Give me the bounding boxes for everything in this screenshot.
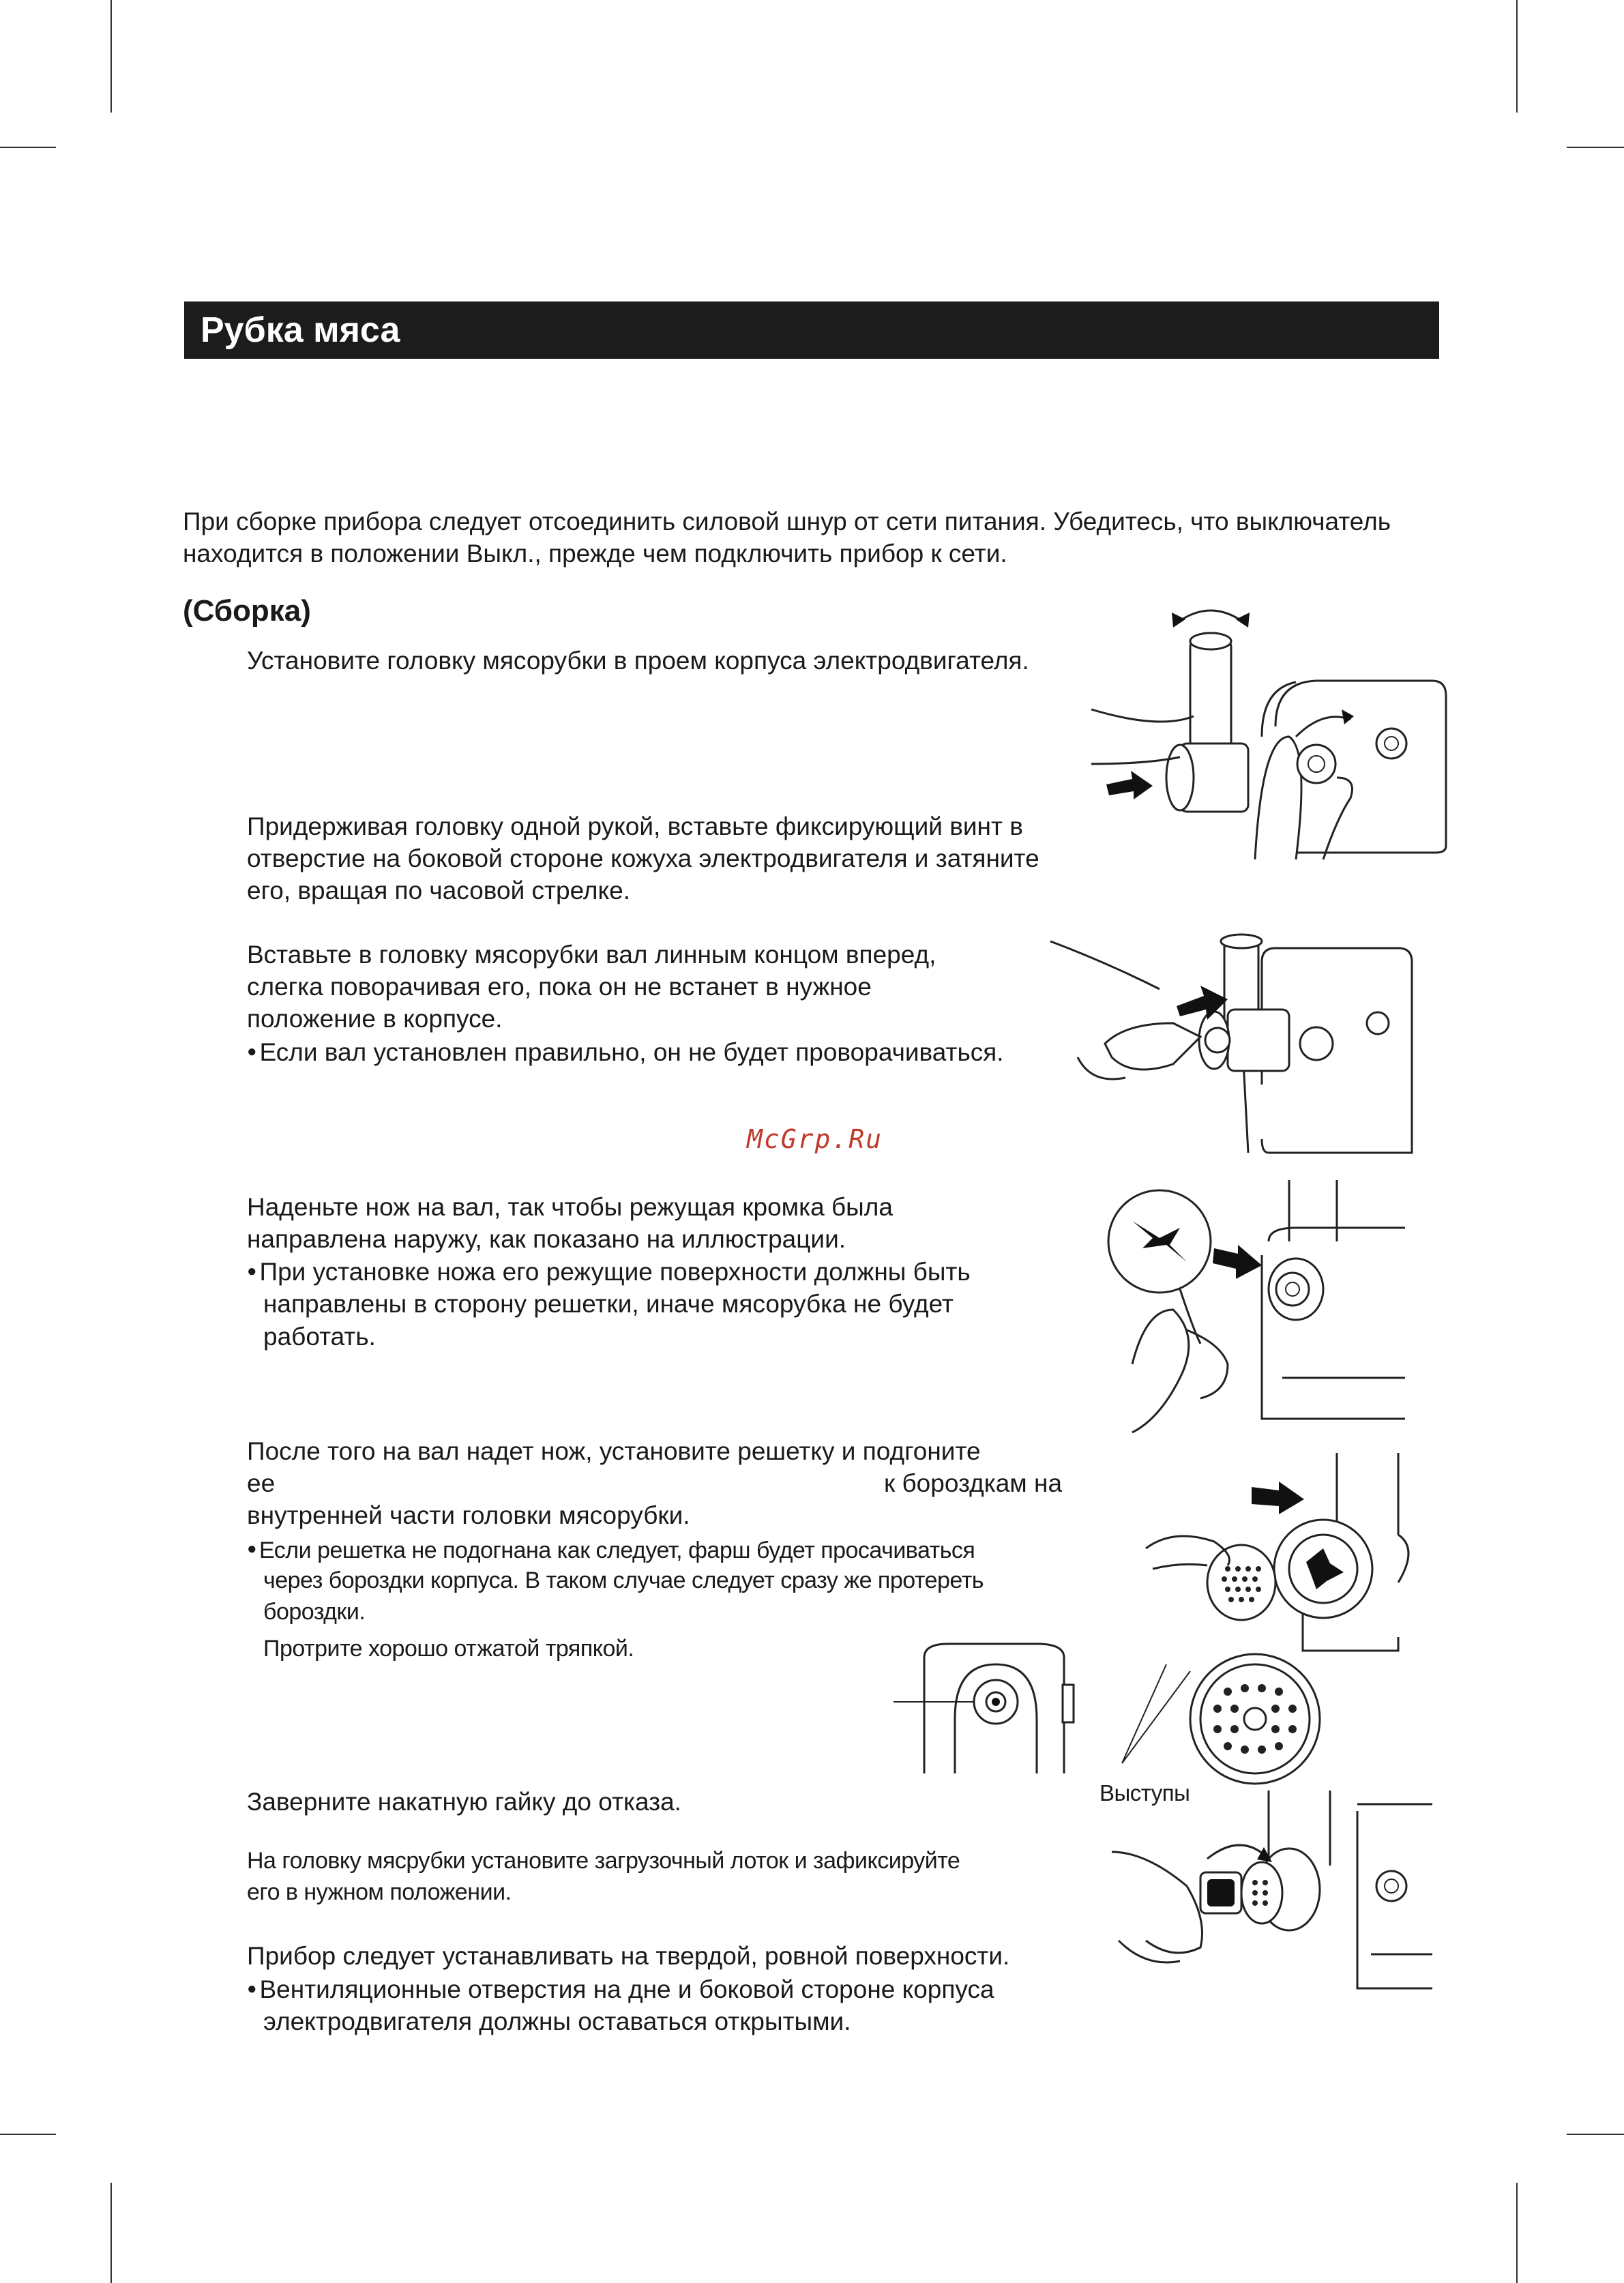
step5-line-2-right: к бороздкам на — [884, 1469, 1063, 1497]
rotate-arrow-icon — [1180, 610, 1241, 621]
step5-bullet-line: ● Если решетка не подогнана как следует, фарш будет просачиваться — [247, 1533, 975, 1566]
step3-line: Вставьте в головку мясорубки вал линным концом вперед, — [247, 941, 936, 969]
crop-mark — [1567, 147, 1624, 148]
illustration-housing-front — [894, 1637, 1084, 1780]
step3-line: положение в корпусе. — [247, 1005, 503, 1033]
step2-line: отверстие на боковой стороне кожуха электродвигателя и затяните — [247, 844, 1039, 872]
step5-line-2-left: ее — [247, 1469, 276, 1497]
crop-mark — [0, 147, 56, 148]
step5-bullet-line: через бороздки корпуса. В таком случае следует сразу же протереть — [263, 1567, 984, 1593]
step4-bullet-line: направлены в сторону решетки, иначе мясорубка не будет — [263, 1290, 954, 1318]
rotate-arrow-icon — [1296, 717, 1350, 737]
section-title-bar — [184, 301, 1439, 359]
step1-text: Установите головку мясорубки в проем корпуса электродвигателя. — [247, 647, 1029, 675]
step4-line: Наденьте нож на вал, так чтобы режущая кромка была — [247, 1193, 893, 1221]
step5-line-3: внутренней части головки мясорубки. — [247, 1501, 690, 1529]
crop-mark — [1567, 2134, 1624, 2135]
step4-line: направлена наружу, как показано на иллюстрации. — [247, 1225, 846, 1253]
crop-mark — [110, 0, 112, 113]
section-title: Рубка мяса — [201, 310, 400, 350]
assembly-heading: (Сборка) — [183, 594, 311, 628]
arrow-icon — [1252, 1482, 1304, 1514]
step8-bullet-line: ● Вентиляционные отверстия на дне и боковой стороне корпуса — [247, 1973, 994, 2005]
arrow-icon — [1213, 1245, 1262, 1279]
crop-mark — [1516, 2183, 1518, 2283]
step3-bullet: ● Если вал установлен правильно, он не будет проворачиваться. — [247, 1035, 1004, 1068]
step2-line: Придерживая головку одной рукой, вставьте фиксирующий винт в — [247, 812, 1023, 840]
step4-bullet-line: работать. — [263, 1323, 376, 1351]
crop-mark — [0, 2134, 56, 2135]
watermark: McGrp.Ru — [747, 1124, 883, 1154]
step6-text: Заверните накатную гайку до отказа. — [247, 1788, 681, 1816]
illustration-grate — [1125, 1446, 1453, 1787]
step5-note: Протрите хорошо отжатой тряпкой. — [263, 1636, 634, 1662]
protrusions-label: Выступы — [1099, 1780, 1190, 1806]
step8-text: Прибор следует устанавливать на твердой, ровной поверхности. — [247, 1942, 1010, 1970]
step7-line: его в нужном положении. — [247, 1879, 512, 1905]
step3-line: слегка поворачивая его, пока он не встанет в нужное — [247, 973, 872, 1001]
step2-line: его, вращая по часовой стрелке. — [247, 877, 630, 904]
intro-line-2: находится в положении Выкл., прежде чем подключить прибор к сети. — [183, 540, 1007, 568]
step5-line-1: После того на вал надет нож, установите решетку и подгоните — [247, 1437, 981, 1465]
step8-bullet-line: электродвигателя должны оставаться открытыми. — [263, 2007, 851, 2035]
intro-line-1: При сборке прибора следует отсоединить силовой шнур от сети питания. Убедитесь, что выключатель — [183, 507, 1391, 535]
illustration-head-install — [1091, 600, 1446, 900]
arrow-icon — [1106, 771, 1153, 799]
step5-bullet-line: бороздки. — [263, 1599, 366, 1625]
step4-bullet-line: ● При установке ножа его режущие поверхности должны быть — [247, 1255, 971, 1288]
step7-line: На головку мясрубки установите загрузочный лоток и зафиксируйте — [247, 1848, 960, 1874]
crop-mark — [1516, 0, 1518, 113]
illustration-ring-nut — [1105, 1784, 1439, 2009]
illustration-knife — [1091, 1173, 1405, 1432]
crop-mark — [110, 2183, 112, 2283]
illustration-shaft-insert — [1050, 921, 1419, 1166]
